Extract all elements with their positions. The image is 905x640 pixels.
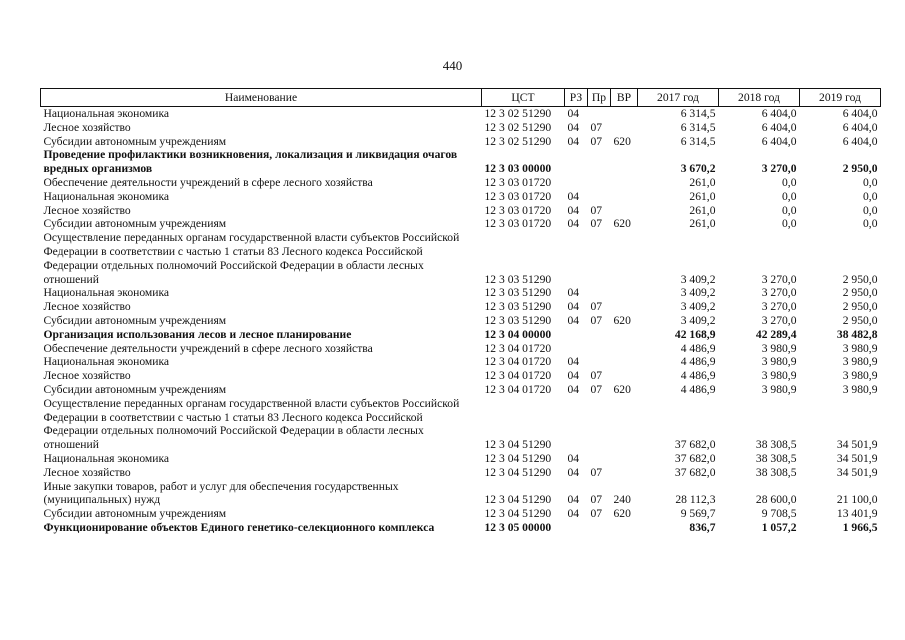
cell-pr: 07 bbox=[590, 313, 603, 327]
cell-vr bbox=[611, 204, 638, 218]
table-row bbox=[41, 452, 881, 466]
cell-2017: 4 486,9 bbox=[680, 369, 716, 383]
cell-name: Осуществление переданных органам государственной власти субъектов Российской Федерации в соответствии с частью 1 статьи 83 Лесного кодекса Российской Федерации отдельных полномочий Российской Федерации в области лесных отношений bbox=[43, 396, 460, 452]
cell-cst: 12 3 03 51290 bbox=[484, 313, 552, 327]
cell-cst: 12 3 03 51290 bbox=[484, 272, 552, 286]
cell-2019: 2 950,0 bbox=[842, 286, 878, 300]
table-row bbox=[41, 135, 881, 149]
cell-cst: 12 3 04 51290 bbox=[484, 451, 552, 465]
page-number: 440 bbox=[442, 58, 463, 73]
cell-name: Осуществление переданных органам государственной власти субъектов Российской Федерации в соответствии с частью 1 статьи 83 Лесного кодекса Российской Федерации отдельных полномочий Российской Федерации в области лесных отношений bbox=[43, 231, 460, 286]
cell-vr bbox=[611, 148, 638, 176]
cell-rz bbox=[565, 148, 588, 176]
cell-pr bbox=[588, 342, 611, 356]
cell-2018: 28 600,0 bbox=[755, 493, 797, 507]
cell-2018: 0,0 bbox=[782, 175, 797, 189]
table-row bbox=[41, 466, 881, 480]
cell-2017: 3 409,2 bbox=[680, 300, 716, 314]
header-2017: 2017 год bbox=[638, 89, 719, 107]
cell-2019: 0,0 bbox=[863, 203, 878, 217]
cell-vr bbox=[611, 176, 638, 190]
cell-rz bbox=[565, 521, 588, 535]
cell-rz: 04 bbox=[567, 203, 580, 217]
cell-rz bbox=[565, 176, 588, 190]
cell-2017: 261,0 bbox=[689, 217, 716, 231]
cell-pr bbox=[588, 190, 611, 204]
cell-pr: 07 bbox=[590, 300, 603, 314]
cell-2019: 34 501,9 bbox=[836, 438, 878, 452]
cell-2019: 2 950,0 bbox=[842, 272, 878, 286]
cell-rz: 04 bbox=[567, 120, 580, 134]
cell-cst: 12 3 04 01720 bbox=[484, 369, 552, 383]
cell-2019: 3 980,9 bbox=[842, 341, 878, 355]
cell-cst: 12 3 04 51290 bbox=[484, 493, 552, 507]
cell-cst: 12 3 03 00000 bbox=[484, 162, 552, 176]
cell-2019: 38 482,8 bbox=[836, 327, 878, 341]
cell-pr: 07 bbox=[590, 382, 603, 396]
cell-cst: 12 3 03 01720 bbox=[484, 217, 552, 231]
header-name: Наименование bbox=[41, 89, 482, 107]
cell-2017: 261,0 bbox=[689, 189, 716, 203]
cell-name: Субсидии автономным учреждениям bbox=[43, 217, 227, 231]
cell-pr bbox=[588, 397, 611, 452]
table-row bbox=[41, 521, 881, 535]
cell-cst: 12 3 03 01720 bbox=[484, 175, 552, 189]
cell-pr: 07 bbox=[590, 217, 603, 231]
table-row bbox=[41, 342, 881, 356]
cell-pr bbox=[588, 231, 611, 286]
table-row bbox=[41, 383, 881, 397]
cell-vr bbox=[611, 107, 638, 121]
cell-cst: 12 3 03 01720 bbox=[484, 189, 552, 203]
cell-name: Субсидии автономным учреждениям bbox=[43, 507, 227, 521]
cell-vr bbox=[611, 328, 638, 342]
cell-2019: 1 966,5 bbox=[842, 520, 878, 534]
cell-2017: 836,7 bbox=[689, 520, 716, 534]
cell-rz bbox=[565, 397, 588, 452]
cell-2019: 6 404,0 bbox=[842, 134, 878, 148]
cell-2018: 0,0 bbox=[782, 203, 797, 217]
table-row bbox=[41, 148, 881, 176]
cell-2019: 2 950,0 bbox=[842, 300, 878, 314]
cell-2017: 6 314,5 bbox=[680, 120, 716, 134]
table-row bbox=[41, 176, 881, 190]
cell-2017: 6 314,5 bbox=[680, 134, 716, 148]
cell-cst: 12 3 05 00000 bbox=[484, 520, 552, 534]
header-pr: Пр bbox=[588, 89, 611, 107]
cell-2018: 38 308,5 bbox=[755, 451, 797, 465]
cell-pr bbox=[588, 148, 611, 176]
cell-rz: 04 bbox=[567, 355, 580, 369]
cell-vr: 620 bbox=[613, 382, 631, 396]
table-row bbox=[41, 231, 881, 286]
cell-name: Лесное хозяйство bbox=[43, 120, 131, 134]
table-row bbox=[41, 480, 881, 508]
cell-2018: 3 270,0 bbox=[761, 162, 797, 176]
cell-2019: 2 950,0 bbox=[842, 313, 878, 327]
cell-vr: 620 bbox=[613, 134, 631, 148]
cell-cst: 12 3 04 51290 bbox=[484, 507, 552, 521]
budget-table bbox=[40, 88, 881, 535]
cell-vr bbox=[611, 521, 638, 535]
cell-rz: 04 bbox=[567, 507, 580, 521]
cell-rz: 04 bbox=[567, 189, 580, 203]
cell-2018: 0,0 bbox=[782, 189, 797, 203]
cell-2018: 38 308,5 bbox=[755, 438, 797, 452]
cell-2019: 0,0 bbox=[863, 175, 878, 189]
header-rz: РЗ bbox=[565, 89, 588, 107]
header-vr: ВР bbox=[611, 89, 638, 107]
cell-name: Субсидии автономным учреждениям bbox=[43, 313, 227, 327]
cell-vr bbox=[611, 355, 638, 369]
cell-2019: 6 404,0 bbox=[842, 120, 878, 134]
cell-pr bbox=[588, 107, 611, 121]
cell-pr: 07 bbox=[590, 369, 603, 383]
table-row bbox=[41, 121, 881, 135]
cell-name: Субсидии автономным учреждениям bbox=[43, 382, 227, 396]
cell-2018: 3 980,9 bbox=[761, 369, 797, 383]
cell-rz: 04 bbox=[567, 465, 580, 479]
cell-pr bbox=[588, 452, 611, 466]
cell-2019: 0,0 bbox=[863, 217, 878, 231]
cell-name: Проведение профилактики возникновения, локализация и ликвидация очагов вредных организмов bbox=[43, 148, 458, 176]
cell-pr: 07 bbox=[590, 493, 603, 507]
cell-name: Национальная экономика bbox=[43, 451, 170, 465]
cell-vr bbox=[611, 300, 638, 314]
cell-vr: 240 bbox=[613, 493, 631, 507]
cell-2019: 21 100,0 bbox=[836, 493, 878, 507]
cell-pr bbox=[588, 176, 611, 190]
cell-2017: 42 168,9 bbox=[674, 327, 716, 341]
header-cst: ЦСТ bbox=[482, 89, 565, 107]
table-row bbox=[41, 286, 881, 300]
cell-vr: 620 bbox=[613, 507, 631, 521]
cell-name: Иные закупки товаров, работ и услуг для обеспечения государственных (муниципальных) нужд bbox=[43, 479, 399, 507]
cell-2019: 2 950,0 bbox=[842, 162, 878, 176]
cell-cst: 12 3 02 51290 bbox=[484, 134, 552, 148]
cell-2018: 42 289,4 bbox=[755, 327, 797, 341]
cell-name: Организация использования лесов и лесное планирование bbox=[43, 327, 352, 341]
cell-vr bbox=[611, 452, 638, 466]
cell-pr: 07 bbox=[590, 507, 603, 521]
cell-rz: 04 bbox=[567, 107, 580, 120]
cell-rz: 04 bbox=[567, 300, 580, 314]
table-header bbox=[41, 89, 881, 107]
cell-pr: 07 bbox=[590, 134, 603, 148]
cell-2017: 261,0 bbox=[689, 203, 716, 217]
cell-2017: 3 409,2 bbox=[680, 286, 716, 300]
cell-name: Субсидии автономным учреждениям bbox=[43, 134, 227, 148]
cell-2018: 1 057,2 bbox=[761, 520, 797, 534]
cell-2018: 3 270,0 bbox=[761, 300, 797, 314]
cell-rz: 04 bbox=[567, 286, 580, 300]
cell-2018: 3 980,9 bbox=[761, 355, 797, 369]
cell-2018: 3 980,9 bbox=[761, 382, 797, 396]
table-row bbox=[41, 107, 881, 121]
cell-vr bbox=[611, 466, 638, 480]
cell-2017: 261,0 bbox=[689, 175, 716, 189]
table-row bbox=[41, 507, 881, 521]
cell-2019: 3 980,9 bbox=[842, 369, 878, 383]
table-row bbox=[41, 328, 881, 342]
cell-2017: 37 682,0 bbox=[674, 451, 716, 465]
cell-pr: 07 bbox=[590, 203, 603, 217]
cell-cst: 12 3 04 51290 bbox=[484, 438, 552, 452]
cell-2017: 3 409,2 bbox=[680, 272, 716, 286]
cell-name: Лесное хозяйство bbox=[43, 465, 131, 479]
cell-2017: 9 569,7 bbox=[680, 507, 716, 521]
cell-rz: 04 bbox=[567, 493, 580, 507]
cell-2017: 4 486,9 bbox=[680, 341, 716, 355]
cell-cst: 12 3 02 51290 bbox=[484, 107, 552, 120]
cell-rz: 04 bbox=[567, 382, 580, 396]
cell-2017: 4 486,9 bbox=[680, 382, 716, 396]
table-row bbox=[41, 355, 881, 369]
cell-cst: 12 3 04 01720 bbox=[484, 382, 552, 396]
cell-2018: 3 270,0 bbox=[761, 272, 797, 286]
cell-name: Национальная экономика bbox=[43, 189, 170, 203]
cell-cst: 12 3 03 51290 bbox=[484, 286, 552, 300]
cell-2018: 0,0 bbox=[782, 217, 797, 231]
cell-vr bbox=[611, 342, 638, 356]
cell-vr bbox=[611, 190, 638, 204]
cell-2019: 34 501,9 bbox=[836, 451, 878, 465]
cell-cst: 12 3 02 51290 bbox=[484, 120, 552, 134]
cell-pr bbox=[588, 286, 611, 300]
cell-2017: 37 682,0 bbox=[674, 465, 716, 479]
cell-2018: 38 308,5 bbox=[755, 465, 797, 479]
cell-vr bbox=[611, 231, 638, 286]
table-row bbox=[41, 190, 881, 204]
cell-2017: 3 670,2 bbox=[680, 162, 716, 176]
cell-2019: 3 980,9 bbox=[842, 355, 878, 369]
cell-pr: 07 bbox=[590, 120, 603, 134]
cell-2019: 3 980,9 bbox=[842, 382, 878, 396]
cell-name: Обеспечение деятельности учреждений в сфере лесного хозяйства bbox=[43, 341, 373, 355]
table-row bbox=[41, 369, 881, 383]
cell-vr bbox=[611, 121, 638, 135]
table-row bbox=[41, 204, 881, 218]
cell-vr: 620 bbox=[613, 217, 631, 231]
cell-pr bbox=[588, 328, 611, 342]
cell-2019: 13 401,9 bbox=[836, 507, 878, 521]
cell-pr: 07 bbox=[590, 465, 603, 479]
cell-pr bbox=[588, 355, 611, 369]
cell-name: Лесное хозяйство bbox=[43, 203, 131, 217]
cell-2017: 37 682,0 bbox=[674, 438, 716, 452]
table-body bbox=[41, 107, 881, 535]
cell-name: Лесное хозяйство bbox=[43, 369, 131, 383]
cell-name: Национальная экономика bbox=[43, 355, 170, 369]
cell-name: Национальная экономика bbox=[43, 286, 170, 300]
cell-name: Национальная экономика bbox=[43, 107, 170, 120]
cell-cst: 12 3 04 51290 bbox=[484, 465, 552, 479]
cell-cst: 12 3 04 01720 bbox=[484, 355, 552, 369]
table-row bbox=[41, 217, 881, 231]
cell-2017: 28 112,3 bbox=[675, 493, 716, 507]
cell-cst: 12 3 03 51290 bbox=[484, 300, 552, 314]
header-2019: 2019 год bbox=[800, 89, 881, 107]
cell-2018: 6 404,0 bbox=[761, 120, 797, 134]
cell-cst: 12 3 04 01720 bbox=[484, 341, 552, 355]
cell-2018: 3 270,0 bbox=[761, 286, 797, 300]
cell-2018: 9 708,5 bbox=[761, 507, 797, 521]
cell-vr bbox=[611, 369, 638, 383]
cell-2018: 6 404,0 bbox=[761, 107, 797, 120]
cell-2017: 3 409,2 bbox=[680, 313, 716, 327]
table-row bbox=[41, 300, 881, 314]
cell-rz bbox=[565, 342, 588, 356]
cell-vr bbox=[611, 397, 638, 452]
cell-2019: 34 501,9 bbox=[836, 465, 878, 479]
cell-2017: 4 486,9 bbox=[680, 355, 716, 369]
cell-vr bbox=[611, 286, 638, 300]
cell-2018: 3 270,0 bbox=[761, 313, 797, 327]
cell-rz: 04 bbox=[567, 451, 580, 465]
cell-cst: 12 3 03 01720 bbox=[484, 203, 552, 217]
cell-rz: 04 bbox=[567, 313, 580, 327]
cell-2017: 6 314,5 bbox=[680, 107, 716, 120]
cell-name: Лесное хозяйство bbox=[43, 300, 131, 314]
cell-2018: 3 980,9 bbox=[761, 341, 797, 355]
cell-vr: 620 bbox=[613, 313, 631, 327]
cell-rz bbox=[565, 328, 588, 342]
cell-name: Обеспечение деятельности учреждений в сфере лесного хозяйства bbox=[43, 175, 373, 189]
cell-cst: 12 3 04 00000 bbox=[484, 327, 552, 341]
cell-name: Функционирование объектов Единого генетико-селекционного комплекса bbox=[43, 520, 435, 534]
cell-2019: 6 404,0 bbox=[842, 107, 878, 120]
cell-2018: 6 404,0 bbox=[761, 134, 797, 148]
cell-pr bbox=[588, 521, 611, 535]
header-2018: 2018 год bbox=[719, 89, 800, 107]
cell-rz bbox=[565, 231, 588, 286]
cell-rz: 04 bbox=[567, 369, 580, 383]
table-row bbox=[41, 314, 881, 328]
cell-2019: 0,0 bbox=[863, 189, 878, 203]
table-row bbox=[41, 397, 881, 452]
cell-rz: 04 bbox=[567, 134, 580, 148]
cell-rz: 04 bbox=[567, 217, 580, 231]
